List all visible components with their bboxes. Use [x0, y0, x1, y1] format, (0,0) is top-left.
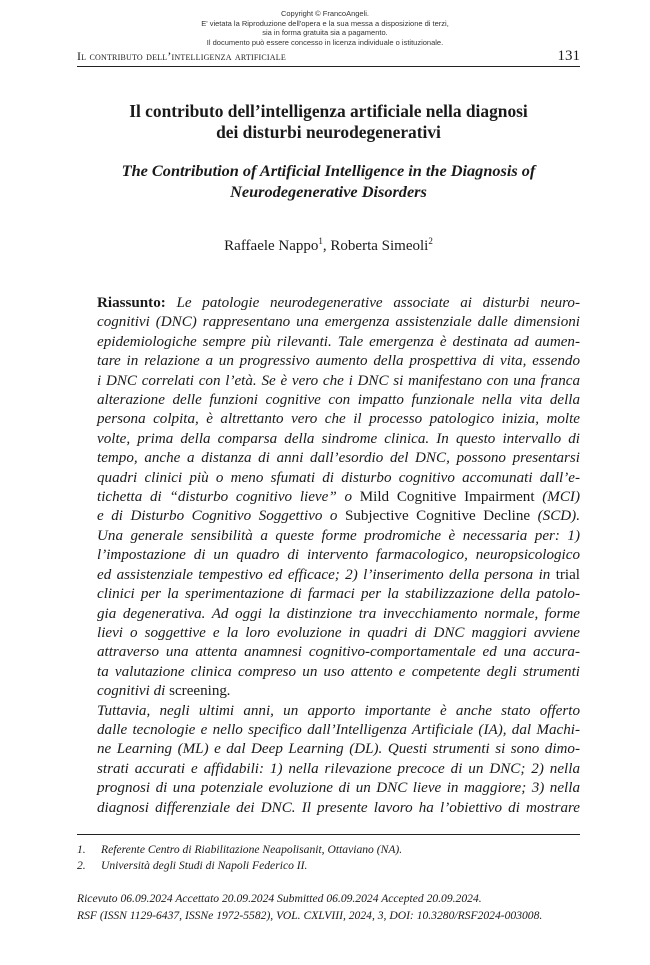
footnote-number: 2.: [77, 858, 86, 872]
text-line: lievi o soggettive e la loro evoluzione in quadri di DNC maggiori avviene: [97, 624, 580, 641]
text-line: volte, prima della comparsa della sindrome clinica. In questo intervallo di: [97, 430, 580, 447]
text-line: persona colpita, è altrettanto vero che il processo patologico inizia, molte: [97, 411, 580, 428]
text-line: cognitivi (DNC) rappresentano una emergenza assistenziale dalle dimensioni: [97, 314, 580, 331]
text-line: l’impostazione di un quadro di intervento farmacologico, neuropsicologico: [97, 547, 580, 564]
text-line: ed assistenziale tempestivo ed efficace; 2) l’inserimento della persona in trial: [97, 566, 580, 583]
copyright-line: sia in forma gratuita sia a pagamento.: [262, 28, 388, 37]
text-line: prognosi di una potenziale evoluzione di un DNC lieve in maggiore; 3) nella: [97, 780, 580, 797]
subtitle-line: Neurodegenerative Disorders: [230, 182, 427, 201]
text-line: e di Disturbo Cognitivo Soggettivo o Subjective Cognitive Decline (SCD).: [97, 508, 580, 525]
author-name: Roberta Simeoli: [330, 238, 429, 254]
abstract-label: Riassunto:: [97, 295, 166, 311]
footnote-text: Università degli Studi di Napoli Federico II.: [101, 858, 308, 872]
text-line: tichetta di “disturbo cognitivo lieve” o Mild Cognitive Impairment (MCI): [97, 489, 580, 506]
footnotes: [77, 842, 580, 873]
running-head: [77, 48, 580, 65]
footnote: [77, 858, 580, 874]
text-line: Tuttavia, negli ultimi anni, un apporto importante è anche stato offerto: [97, 702, 580, 719]
subtitle-line: The Contribution of Artificial Intelligence in the Diagnosis of: [121, 161, 536, 180]
title-line: dei disturbi neurodegenerativi: [216, 122, 441, 142]
abstract-paragraph: [77, 702, 580, 818]
text-line: Una generale sensibilità a queste forme prodromiche è necessaria per: 1): [97, 527, 580, 544]
article-title: [77, 101, 580, 143]
text-line: strati accurati e affidabili: 1) nella rilevazione precoce di un DNC; 2) nella: [97, 760, 580, 777]
copyright-line: E' vietata la Riproduzione dell'opera e la sua messa a disposizione di terzi,: [201, 18, 449, 28]
page-number: 131: [557, 48, 580, 64]
text-line: dalle tecnologie e nello specifico dall’Intelligenza Artificiale (IA), dal Machi-: [97, 721, 580, 738]
abstract-paragraph: [77, 294, 580, 702]
copyright-line: Il documento può essere concesso in licenza individuale o istituzionale.: [206, 37, 444, 47]
text-line: diagnosi differenziale dei DNC. Il presente lavoro ha l’obiettivo di mostrare: [97, 799, 580, 816]
text-line: tempo, anche a distanza di anni dall’esordio del DNC, possono presentarsi: [97, 450, 580, 467]
running-title: Il contributo dell’intelligenza artificiale: [77, 49, 286, 63]
text-line: Riassunto: Le patologie neurodegenerative associate ai disturbi neuro-: [97, 295, 580, 311]
affiliation-marker: 2: [428, 236, 433, 246]
author-name: Raffaele Nappo: [224, 238, 319, 254]
publication-info: [77, 890, 580, 924]
author-separator: ,: [322, 238, 331, 254]
text-line: epidemiologiche sempre più rilevanti. Tale emergenza è destinata ad aumen-: [97, 333, 580, 350]
abstract: [77, 294, 580, 818]
text-line: cognitivi di screening.: [97, 683, 231, 700]
copyright-line: Copyright © FrancoAngeli.: [280, 9, 370, 18]
header-rule: [77, 66, 580, 67]
affiliation-marker: 1: [318, 236, 323, 246]
journal-citation: RSF (ISSN 1129-6437, ISSNe 1972-5582), VOL. CXLVIII, 2024, 3, DOI: 10.3280/RSF2024-003008.: [77, 909, 543, 922]
authors: [77, 238, 580, 255]
footnote: [77, 842, 580, 858]
received-dates: Ricevuto 06.09.2024 Accettato 20.09.2024 Submitted 06.09.2024 Accepted 20.09.2024.: [77, 892, 482, 905]
text-line: attraverso una attenta anamnesi cognitivo-comportamentale ed una accura-: [97, 644, 580, 661]
text-line: tare in relazione a un progressivo aumento della prospettiva di vita, essendo: [97, 353, 580, 370]
text-line: ta valutazione clinica compreso un uso attento e competente degli strumenti: [97, 663, 580, 680]
article-subtitle: [77, 160, 580, 202]
text-line: ne Learning (ML) e dal Deep Learning (DL). Questi strumenti si sono dimo-: [97, 741, 580, 758]
footnote-text: Referente Centro di Riabilitazione Neapolisanit, Ottaviano (NA).: [101, 843, 403, 856]
footnote-number: 1.: [77, 843, 86, 856]
text-line: gia degenerativa. Ad oggi la distinzione tra invecchiamento normale, forme: [97, 605, 580, 622]
text-line: alterazione delle funzioni cognitive con impatto funzionale nella vita della: [97, 392, 580, 409]
text-line: clinici per la sperimentazione di farmaci per la stabilizzazione della patolo-: [97, 586, 580, 603]
footnote-rule: [77, 834, 580, 835]
copyright-notice: [0, 9, 650, 47]
text-line: quadri clinici più o meno sfumati di disturbo cognitivo accomunati dall’e-: [97, 469, 580, 486]
title-line: Il contributo dell’intelligenza artificiale nella diagnosi: [129, 101, 528, 121]
text-line: i DNC correlati con l’età. Se è vero che i DNC si manifestano con una franca: [97, 372, 580, 389]
